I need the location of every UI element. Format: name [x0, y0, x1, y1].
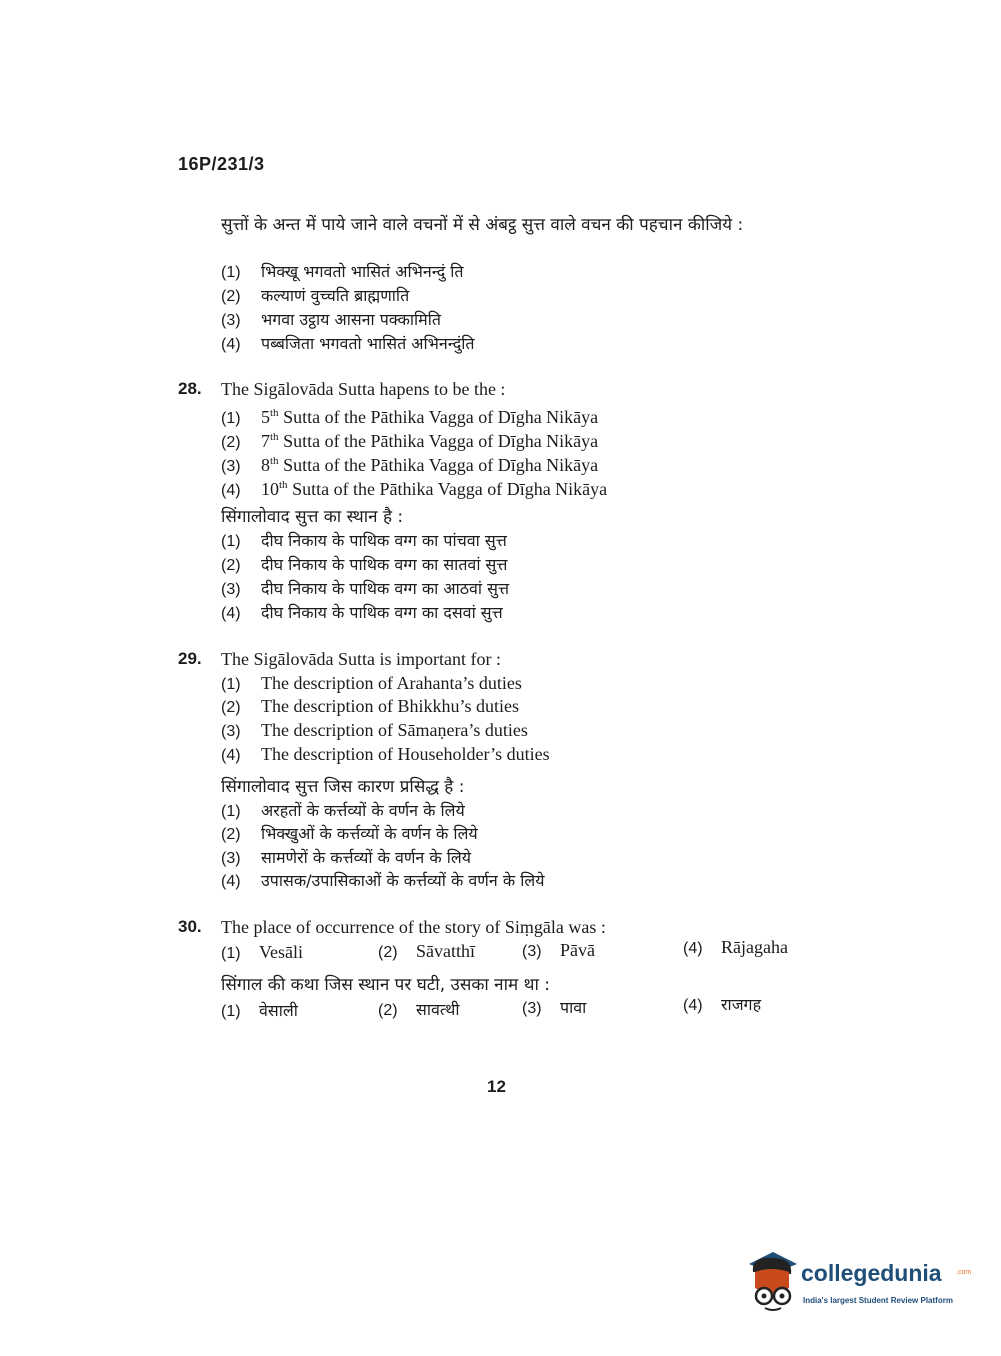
option-label: (1): [221, 410, 241, 427]
option-label: (4): [683, 940, 703, 957]
q29-option-2-english: [221, 694, 519, 720]
option-text: राजगह: [721, 995, 762, 1014]
option-label: (2): [221, 557, 241, 574]
option-label: (4): [221, 336, 241, 353]
option-text: सावत्थी: [416, 1000, 460, 1019]
ordinal: 7: [261, 431, 270, 451]
option-text: Vesāli: [259, 942, 303, 962]
option-text: भगवा उट्ठाय आसना पक्कामिति: [261, 310, 441, 329]
option-text: दीघ निकाय के पाथिक वग्ग का दसवां सुत्त: [261, 603, 503, 622]
option-text: पब्बजिता भगवतो भासितं अभिनन्दुंति: [261, 334, 475, 353]
option-label: (2): [221, 288, 241, 305]
option-label: (4): [683, 997, 703, 1014]
option-text: Sutta of the Pāthika Vagga of Dīgha Nikāya: [287, 479, 608, 499]
q30-option-1-hindi: [221, 999, 298, 1024]
option-text: Rājagaha: [721, 937, 788, 957]
option-label: (2): [221, 826, 241, 843]
option-label: (4): [221, 605, 241, 622]
option-label: (1): [221, 533, 241, 550]
option-text: The description of Sāmaṇera’s duties: [261, 720, 528, 740]
ordinal-suffix: th: [279, 479, 288, 491]
option-label: (1): [221, 945, 241, 962]
option-text: Sutta of the Pāthika Vagga of Dīgha Nikāya: [278, 431, 599, 451]
option-label: (4): [221, 747, 241, 764]
option-label: (1): [221, 264, 241, 281]
q27-option-2: [221, 284, 409, 309]
q29-option-3-english: [221, 718, 528, 744]
ordinal: 5: [261, 407, 270, 427]
option-text: अरहतों के कर्त्तव्यों के वर्णन के लिये: [261, 801, 465, 820]
option-label: (3): [221, 458, 241, 475]
option-label: (4): [221, 482, 241, 499]
q28-option-4-english: [221, 473, 607, 503]
ordinal: 10: [261, 479, 279, 499]
q30-option-3-hindi: [522, 996, 586, 1021]
q29-option-3-hindi: [221, 846, 471, 871]
ordinal-suffix: th: [270, 431, 279, 443]
option-text: कल्याणं वुच्चति ब्राह्मणाति: [261, 286, 410, 305]
option-text: भिक्खुओं के कर्त्तव्यों के वर्णन के लिये: [261, 824, 478, 843]
option-text: Sutta of the Pāthika Vagga of Dīgha Nikāya: [278, 455, 599, 475]
q30-option-4-english: [683, 935, 788, 961]
q29-option-2-hindi: [221, 822, 478, 847]
option-text: The description of Householder’s duties: [261, 744, 550, 764]
option-label: (4): [221, 873, 241, 890]
option-text: Pāvā: [560, 940, 595, 960]
q28-option-3-hindi: [221, 577, 509, 602]
student-mascot-icon: [743, 1248, 801, 1314]
option-text: भिक्खू भगवतो भासितं अभिनन्दुं ति: [261, 262, 464, 281]
option-text: Sāvatthī: [416, 941, 475, 961]
option-text: Sutta of the Pāthika Vagga of Dīgha Nikāya: [278, 407, 599, 427]
option-label: (3): [522, 943, 542, 960]
q28-option-4-hindi: [221, 601, 503, 626]
question-number: 30.: [178, 917, 202, 936]
ordinal-suffix: th: [270, 455, 279, 467]
option-label: (3): [221, 850, 241, 867]
q30-option-2-english: [378, 939, 475, 965]
option-text: दीघ निकाय के पाथिक वग्ग का आठवां सुत्त: [261, 579, 510, 598]
option-label: (2): [221, 699, 241, 716]
q28-option-1-hindi: [221, 529, 507, 554]
q27-stem-hindi: सुत्तों के अन्त में पाये जाने वाले वचनों में से अंबट्ठ सुत्त वाले वचन की पहचान कीजिये :: [221, 215, 744, 235]
page-number: 12: [487, 1077, 506, 1096]
option-text: The description of Arahanta’s duties: [261, 673, 522, 693]
option-text: दीघ निकाय के पाथिक वग्ग का पांचवा सुत्त: [261, 531, 507, 550]
q28-option-2-hindi: [221, 553, 507, 578]
ordinal: 8: [261, 455, 270, 475]
q27-option-3: [221, 308, 441, 333]
option-label: (1): [221, 803, 241, 820]
q29-option-4-english: [221, 742, 550, 768]
q30-stem-hindi: सिंगाल की कथा जिस स्थान पर घटी, उसका नाम था :: [221, 975, 550, 995]
q30-option-3-english: [522, 938, 595, 964]
question-number: 29.: [178, 649, 202, 668]
option-label: (1): [221, 1003, 241, 1020]
brand-domain: .com: [956, 1269, 972, 1276]
option-text: पावा: [560, 998, 587, 1017]
option-label: (3): [522, 1000, 542, 1017]
option-text: वेसाली: [259, 1001, 298, 1020]
q28-stem-hindi: सिंगालोवाद सुत्त का स्थान है :: [221, 507, 404, 527]
question-number: 28.: [178, 379, 202, 398]
option-label: (2): [221, 434, 241, 451]
option-label: (2): [378, 1002, 398, 1019]
q29-option-1-hindi: [221, 799, 465, 824]
paper-code: 16P/231/3: [178, 154, 265, 174]
q27-option-1: [221, 260, 464, 285]
option-label: (2): [378, 944, 398, 961]
q30-option-4-hindi: [683, 993, 761, 1018]
option-text: दीघ निकाय के पाथिक वग्ग का सातवां सुत्त: [261, 555, 508, 574]
q27-option-4: [221, 332, 474, 357]
option-text: उपासक/उपासिकाओं के कर्त्तव्यों के वर्णन के लिये: [261, 871, 545, 890]
option-label: (3): [221, 581, 241, 598]
q30-option-2-hindi: [378, 998, 460, 1023]
q29-stem-english: The Sigālovāda Sutta is important for :: [221, 649, 501, 669]
collegedunia-watermark: [743, 1248, 973, 1318]
q29-option-4-hindi: [221, 869, 544, 894]
q30-option-1-english: [221, 940, 303, 966]
option-text: सामणेरों के कर्त्तव्यों के वर्णन के लिये: [261, 848, 472, 867]
q29-stem-hindi: सिंगालोवाद सुत्त जिस कारण प्रसिद्ध है :: [221, 777, 465, 797]
option-label: (1): [221, 676, 241, 693]
brand-name: collegedunia: [801, 1260, 942, 1286]
option-text: The description of Bhikkhu’s duties: [261, 696, 519, 716]
option-label: (3): [221, 723, 241, 740]
ordinal-suffix: th: [270, 407, 279, 419]
q28-stem-english: The Sigālovāda Sutta hapens to be the :: [221, 379, 506, 399]
option-label: (3): [221, 312, 241, 329]
brand-tagline: India's largest Student Review Platform: [803, 1296, 953, 1305]
q30-stem-english: The place of occurrence of the story of Siṃgāla was :: [221, 917, 606, 937]
